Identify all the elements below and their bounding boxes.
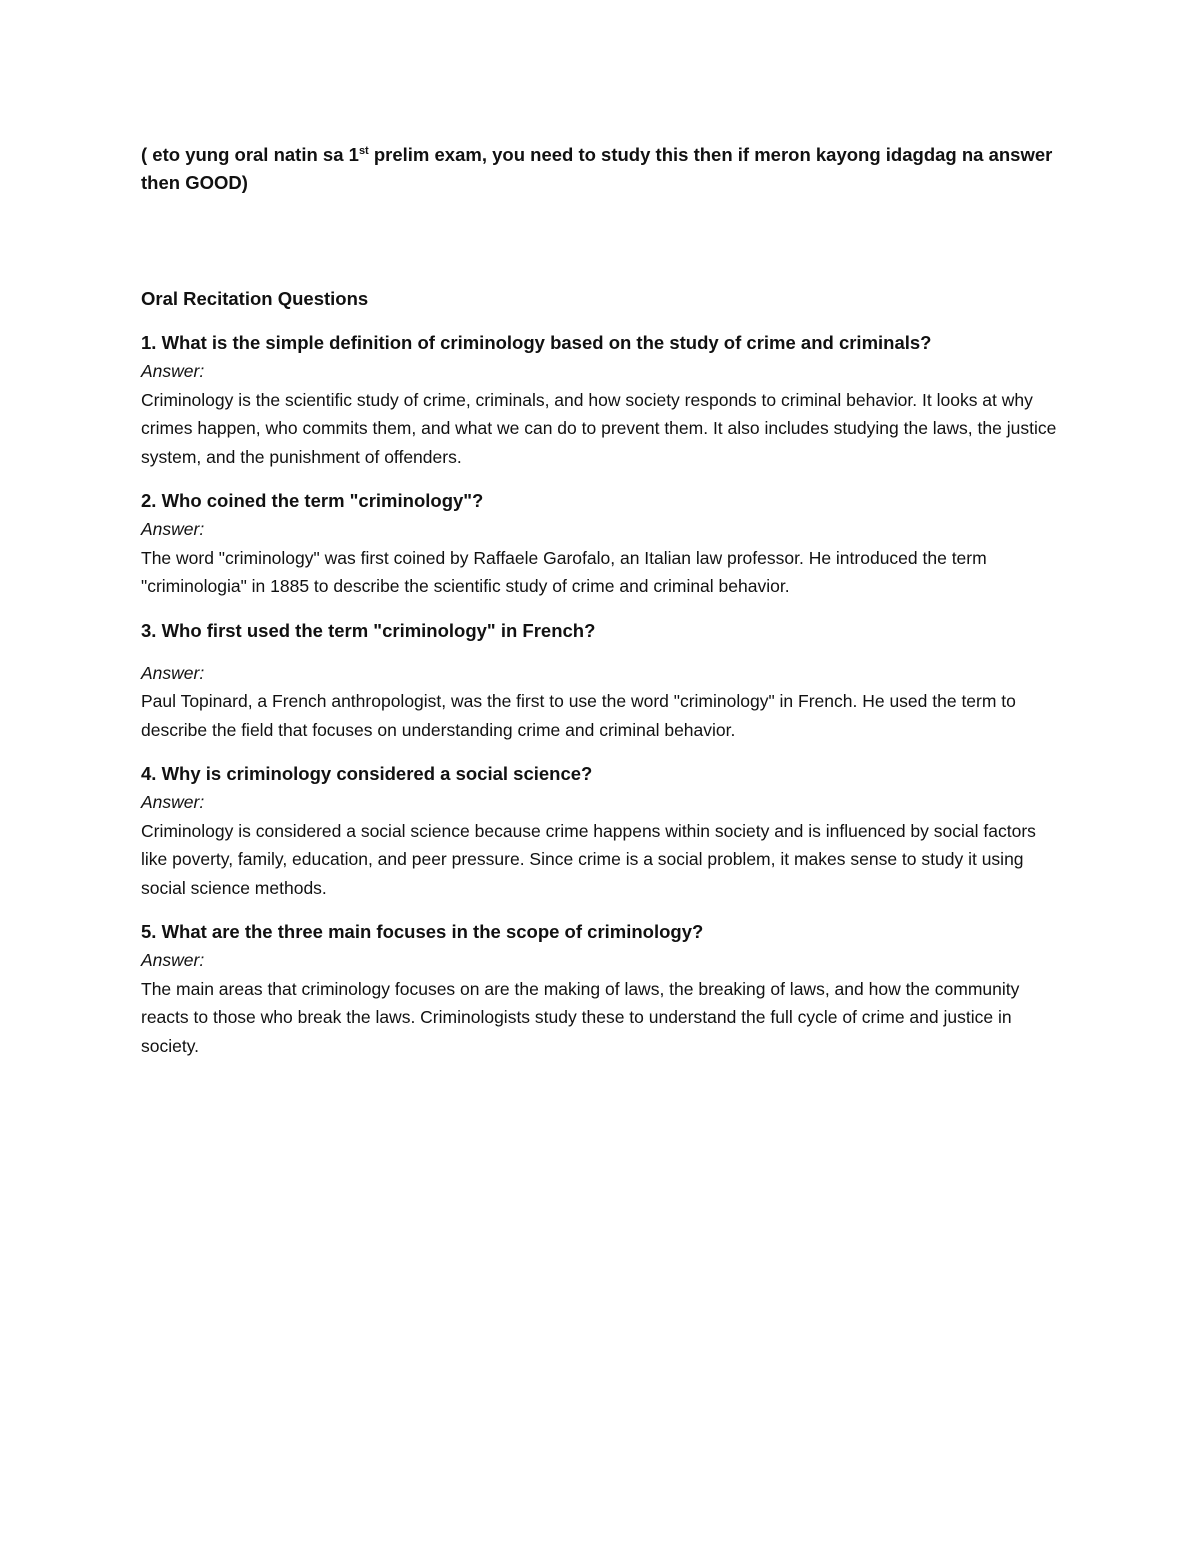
intro-text-end: prelim exam, you need to study this then if meron kayong idagdag na answer then GOOD) <box>141 144 1053 193</box>
intro-superscript: st <box>358 144 369 157</box>
qa-item-4 <box>141 760 1061 902</box>
intro-text-start: ( eto yung oral natin sa 1 <box>141 144 359 165</box>
answer-1: Criminology is the scientific study of crime, criminals, and how society responds to criminal behavior. It looks at why crimes happen, who commits them, and what we can do to prevent them. It also includes studying the laws, the justice system, and the punishment of offenders. <box>141 389 1057 467</box>
question-4: 4. Why is criminology considered a social science? <box>141 763 593 784</box>
question-5: 5. What are the three main focuses in the scope of criminology? <box>141 921 704 942</box>
answer-label-1: Answer: <box>141 361 205 381</box>
answer-4: Criminology is considered a social science because crime happens within society and is influenced by social factors like poverty, family, education, and peer pressure. Since crime is a social problem, it makes sense to study it using social science methods. <box>141 820 1036 898</box>
answer-2: The word "criminology" was first coined by Raffaele Garofalo, an Italian law professor. He introduced the term "criminologia" in 1885 to describe the scientific study of crime and criminal behavior. <box>141 547 987 596</box>
answer-label-3: Answer: <box>141 662 205 683</box>
answer-label-5: Answer: <box>141 950 205 970</box>
intro-note <box>141 141 1061 197</box>
qa-item-3 <box>141 617 1061 745</box>
answer-label-4: Answer: <box>141 792 205 812</box>
answer-5: The main areas that criminology focuses on are the making of laws, the breaking of laws, and how the community reacts to those who break the laws. Criminologists study these to understand the full cycle of crime and justice in society. <box>141 978 1020 1056</box>
qa-item-2 <box>141 487 1061 601</box>
question-2: 2. Who coined the term "criminology"? <box>141 490 484 511</box>
qa-item-1 <box>141 329 1061 471</box>
question-3: 3. Who first used the term "criminology" in French? <box>141 619 596 641</box>
document-body <box>141 141 1061 1060</box>
answer-3: Paul Topinard, a French anthropologist, was the first to use the word "criminology" in French. He used the term to describe the field that focuses on understanding crime and criminal behavior. <box>141 691 1016 740</box>
section-title: Oral Recitation Questions <box>141 288 369 309</box>
qa-item-5 <box>141 918 1061 1060</box>
question-1: 1. What is the simple definition of criminology based on the study of crime and criminals? <box>141 332 932 353</box>
answer-label-2: Answer: <box>141 519 205 539</box>
